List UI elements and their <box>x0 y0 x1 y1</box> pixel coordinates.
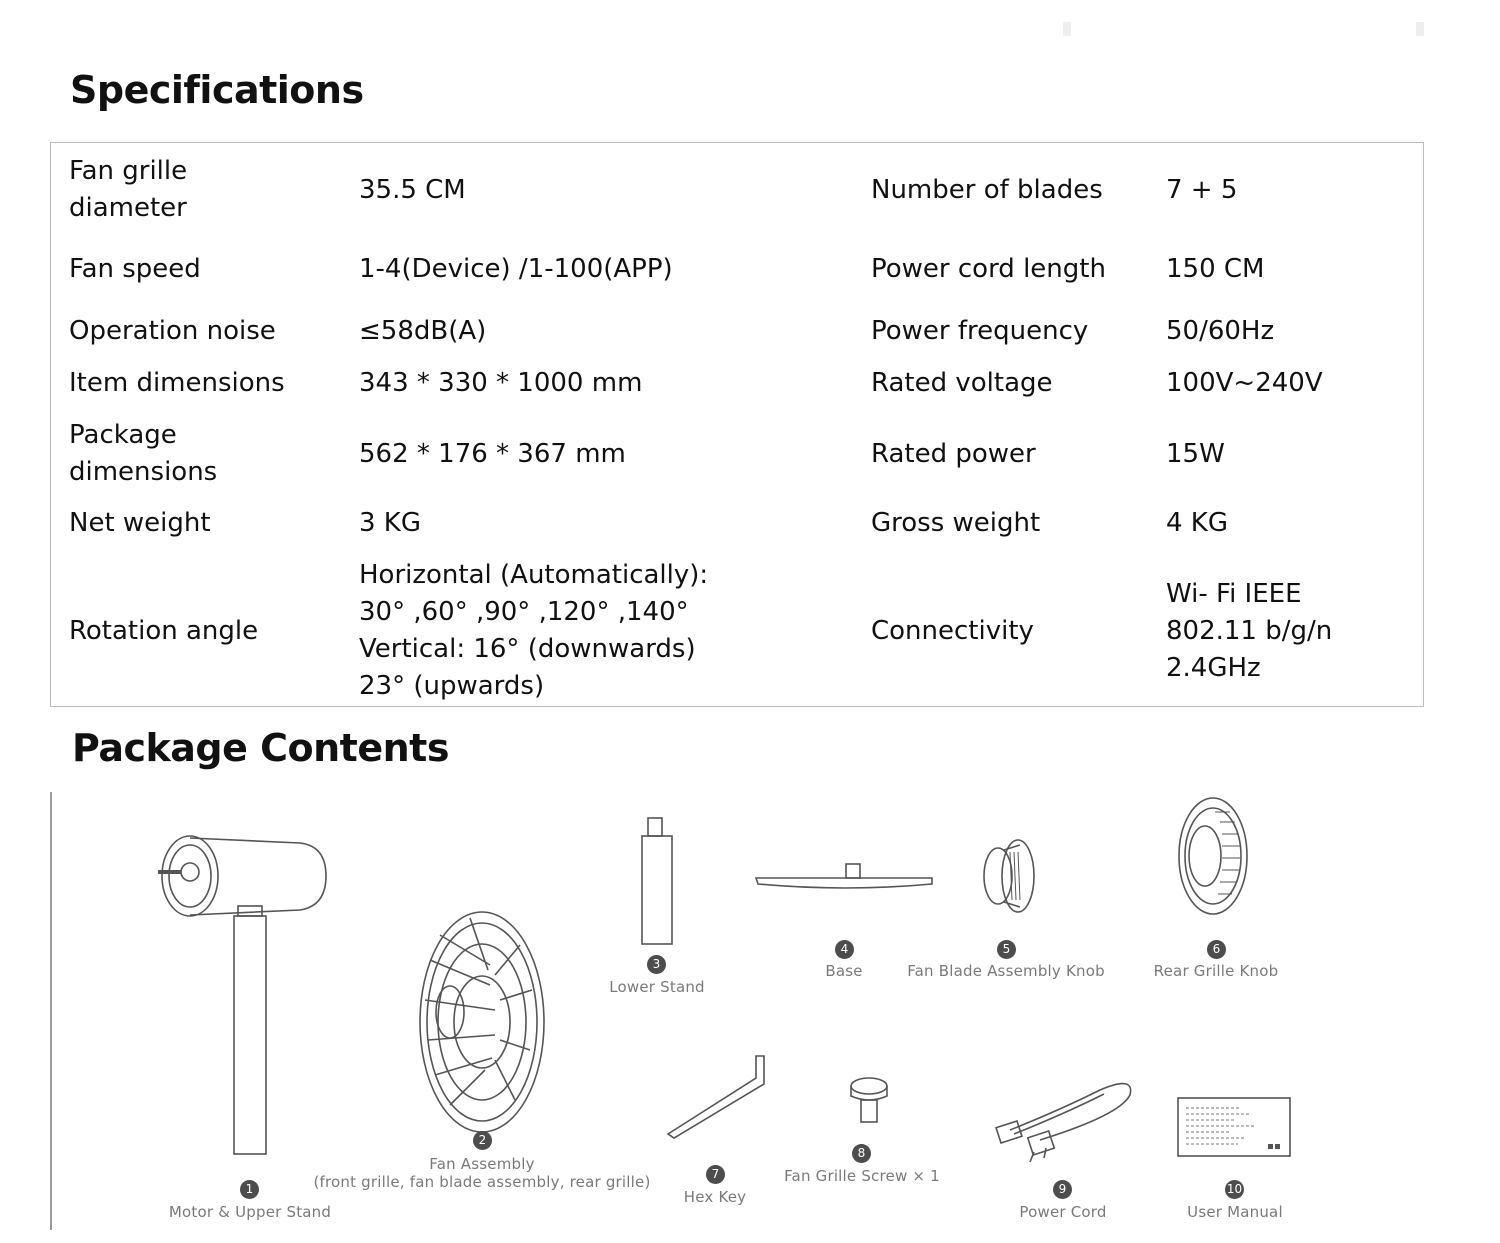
spec-label: Rated voltage <box>871 368 1053 398</box>
fan-assembly-illustration <box>420 912 544 1132</box>
spec-label: Gross weight <box>871 508 1041 538</box>
spec-value: Horizontal (Automatically): 30° ,60° ,90° ,120° ,140° Vertical: 16° (downwards) 23° (upwards) <box>359 560 709 701</box>
fan-grille-screw-illustration <box>851 1078 887 1122</box>
spec-value: 15W <box>1166 438 1225 469</box>
spec-value: 1-4(Device) /1-100(APP) <box>359 254 673 284</box>
rear-grille-knob-illustration <box>1179 798 1247 914</box>
spec-value: 562 * 176 * 367 mm <box>359 438 626 469</box>
item-number-badge: 6 <box>1207 940 1226 959</box>
item-number-badge: 3 <box>647 955 666 974</box>
spec-value: 100V~240V <box>1166 368 1323 398</box>
item-number-badge: 10 <box>1225 1180 1244 1199</box>
spec-label: Fan grille diameter <box>69 156 188 223</box>
spec-value: ≤58dB(A) <box>359 316 487 346</box>
spec-value: 50/60Hz <box>1166 316 1275 346</box>
user-manual-illustration <box>1178 1098 1290 1156</box>
spec-value: 35.5 CM <box>359 174 466 205</box>
spec-label: Fan speed <box>69 254 201 284</box>
spec-label: Rated power <box>871 438 1036 469</box>
spec-label: Power frequency <box>871 316 1089 346</box>
item-label: Hex Key <box>683 1188 747 1206</box>
fan-blade-knob-illustration <box>984 840 1034 912</box>
spec-label: Rotation angle <box>69 615 259 646</box>
item-number-badge: 4 <box>835 940 854 959</box>
hex-key-illustration <box>668 1056 764 1138</box>
item-number-badge: 2 <box>473 1131 492 1150</box>
lower-stand-illustration <box>642 818 672 944</box>
item-number-badge: 5 <box>997 940 1016 959</box>
spec-label: Power cord length <box>871 254 1106 284</box>
spec-value: 7 + 5 <box>1166 174 1238 205</box>
spec-value: 150 CM <box>1166 254 1265 284</box>
package-contents-heading: Package Contents <box>72 726 449 770</box>
item-label: Rear Grille Knob <box>1153 962 1279 980</box>
item-label: Fan Blade Assembly Knob <box>907 962 1105 980</box>
motor-upper-stand-illustration <box>158 836 326 1154</box>
item-number-badge: 8 <box>852 1144 871 1163</box>
spec-label: Net weight <box>69 508 211 538</box>
item-label: Base <box>825 962 863 980</box>
item-label: User Manual <box>1187 1203 1283 1221</box>
item-number-badge: 1 <box>240 1180 259 1199</box>
spec-value: Wi- Fi IEEE 802.11 b/g/n 2.4GHz <box>1166 578 1333 683</box>
spec-label: Package dimensions <box>69 420 218 487</box>
base-illustration <box>756 864 932 888</box>
spec-label: Number of blades <box>871 174 1103 205</box>
item-label: Motor & Upper Stand <box>168 1203 332 1221</box>
item-label: Fan Assembly (front grille, fan blade assembly, rear grille) <box>313 1155 651 1191</box>
spec-value: 3 KG <box>359 508 422 538</box>
item-number-badge: 7 <box>706 1165 725 1184</box>
item-label: Power Cord <box>1019 1203 1107 1221</box>
item-number-badge: 9 <box>1053 1180 1072 1199</box>
specifications-heading: Specifications <box>70 68 364 112</box>
item-label: Fan Grille Screw × 1 <box>784 1167 940 1185</box>
spec-label: Operation noise <box>69 316 276 346</box>
power-cord-illustration <box>996 1084 1131 1162</box>
spec-label: Item dimensions <box>69 368 285 398</box>
spec-label: Connectivity <box>871 615 1034 646</box>
item-label: Lower Stand <box>609 978 705 996</box>
spec-value: 343 * 330 * 1000 mm <box>359 368 643 398</box>
spec-value: 4 KG <box>1166 508 1229 538</box>
